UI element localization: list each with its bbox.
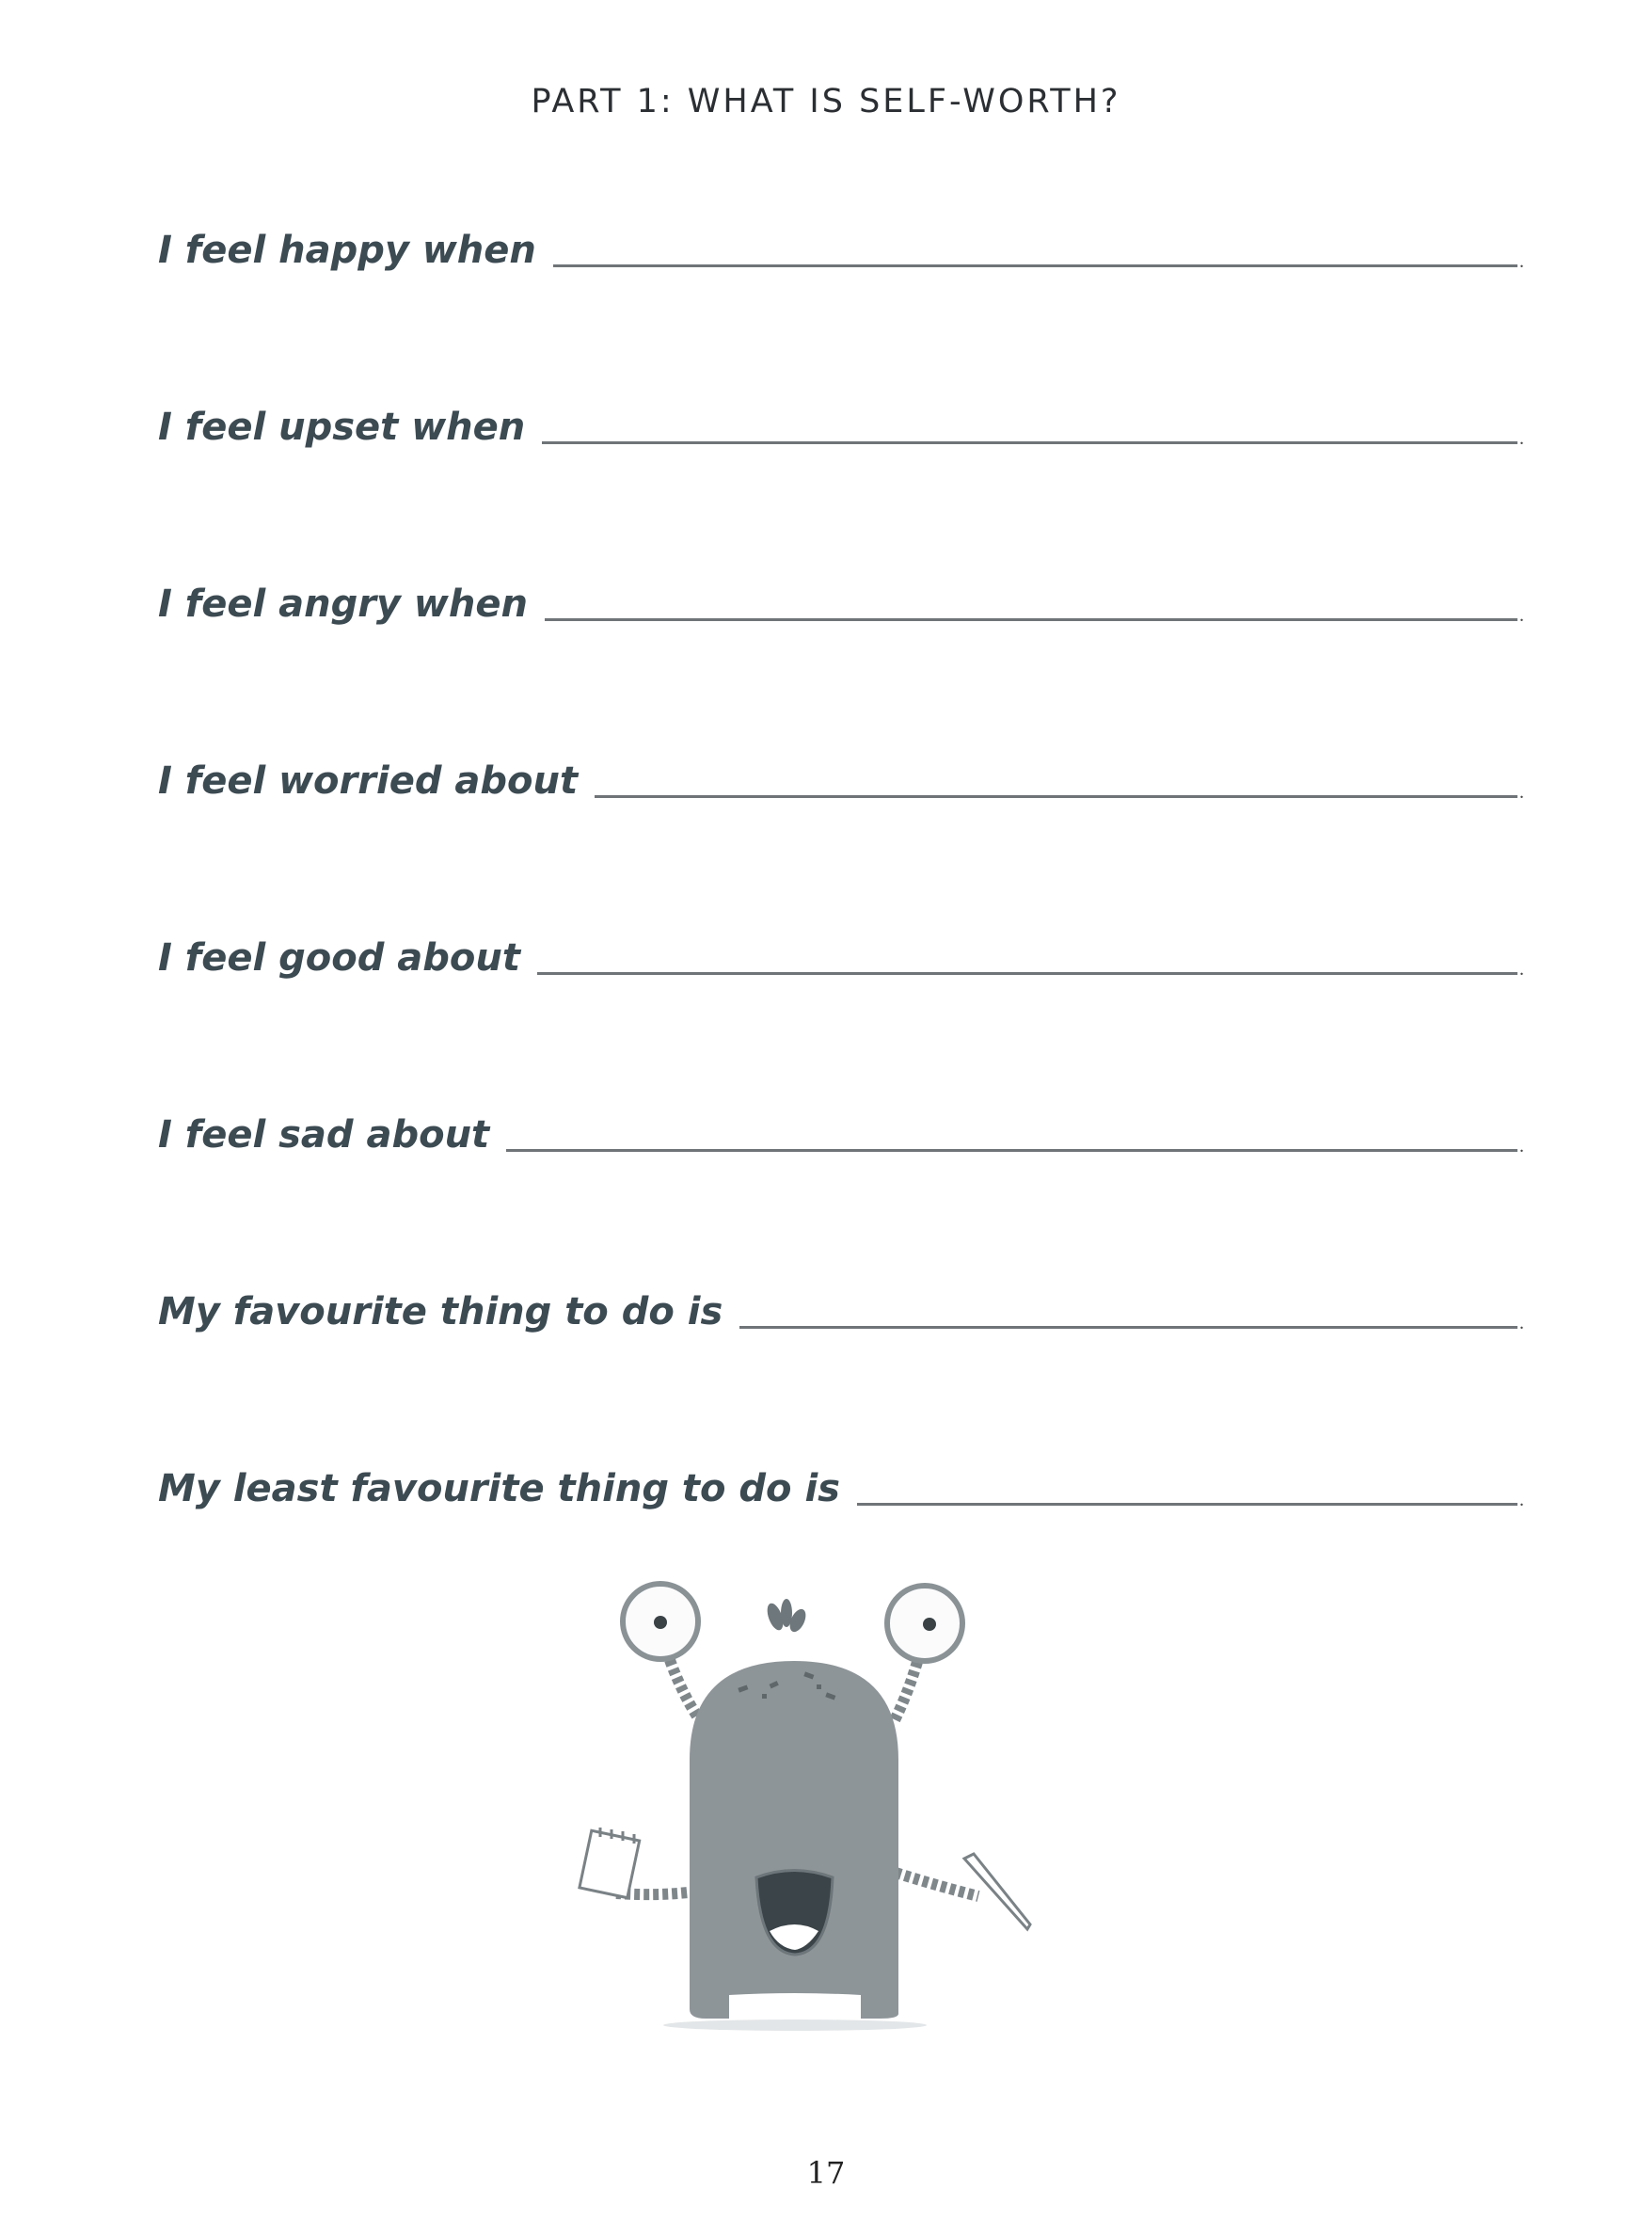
prompt-label: My least favourite thing to do is bbox=[158, 1467, 840, 1510]
prompt-row bbox=[158, 390, 1524, 455]
period: . bbox=[1519, 251, 1524, 272]
answer-line[interactable] bbox=[857, 1503, 1517, 1506]
prompt-row bbox=[158, 213, 1524, 279]
prompt-label: My favourite thing to do is bbox=[158, 1290, 723, 1333]
prompt-row bbox=[158, 1451, 1524, 1517]
monster-illustration bbox=[564, 1543, 1167, 2080]
answer-line[interactable] bbox=[739, 1326, 1517, 1329]
answer-line[interactable] bbox=[542, 441, 1517, 444]
answer-line[interactable] bbox=[545, 618, 1517, 621]
notepad-icon bbox=[580, 1828, 640, 1898]
period: . bbox=[1519, 959, 1524, 980]
right-eye-icon bbox=[887, 1586, 962, 1661]
period: . bbox=[1519, 1490, 1524, 1510]
prompt-label: I feel angry when bbox=[158, 583, 528, 626]
left-eye-icon bbox=[623, 1584, 698, 1659]
period: . bbox=[1519, 605, 1524, 626]
prompt-row bbox=[158, 1274, 1524, 1340]
prompt-label: I feel happy when bbox=[158, 229, 536, 272]
tuft-icon bbox=[764, 1599, 809, 1635]
prompt-label: I feel good about bbox=[158, 936, 520, 980]
prompt-label: I feel sad about bbox=[158, 1113, 490, 1157]
prompt-row bbox=[158, 567, 1524, 632]
answer-line[interactable] bbox=[595, 795, 1517, 798]
prompt-label: I feel upset when bbox=[158, 406, 526, 449]
period: . bbox=[1519, 1313, 1524, 1333]
prompt-label: I feel worried about bbox=[158, 759, 579, 803]
prompt-row bbox=[158, 743, 1524, 809]
page-number: 17 bbox=[806, 2155, 846, 2191]
period: . bbox=[1519, 1136, 1524, 1157]
answer-line[interactable] bbox=[506, 1149, 1517, 1152]
answer-line[interactable] bbox=[537, 972, 1517, 975]
monster-body bbox=[690, 1661, 898, 2019]
prompt-row bbox=[158, 1097, 1524, 1163]
prompt-row bbox=[158, 920, 1524, 986]
answer-line[interactable] bbox=[553, 264, 1517, 267]
period: . bbox=[1519, 428, 1524, 449]
period: . bbox=[1519, 782, 1524, 803]
page-title: PART 1: WHAT IS SELF-WORTH? bbox=[531, 83, 1121, 120]
